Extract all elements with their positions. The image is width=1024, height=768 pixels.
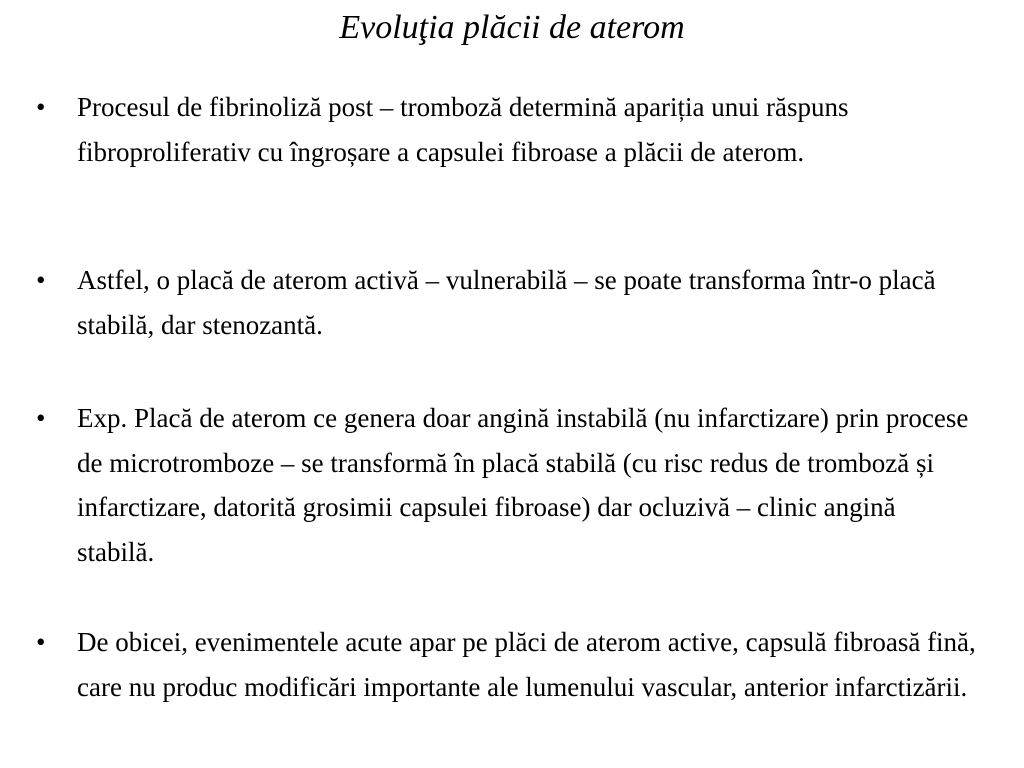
bullet-text: Exp. Placă de aterom ce genera doar angină instabilă (nu infarctizare) prin procese de microtromboze – se transformă în placă stabilă (cu risc redus de tromboză și infarctizare, datorită grosimii capsulei fibroase) dar ocluzivă – clinic angină stabilă. bbox=[77, 403, 969, 567]
bullet-icon: • bbox=[36, 627, 46, 657]
bullet-item-transformation bbox=[36, 258, 976, 347]
bullet-text: Astfel, o placă de aterom activă – vulnerabilă – se poate transforma într-o placă stabilă, dar stenozantă. bbox=[77, 265, 936, 340]
bullet-text: Procesul de fibrinoliză post – tromboză determină apariția unui răspuns fibroproliferativ cu îngroșare a capsulei fibroase a plăcii de aterom. bbox=[77, 92, 849, 167]
bullet-icon: • bbox=[36, 265, 46, 295]
slide-title: Evoluţia plăcii de aterom bbox=[339, 9, 685, 46]
bullet-item-fibrinolysis bbox=[36, 85, 976, 174]
bullet-icon: • bbox=[36, 92, 46, 122]
bullet-text: De obicei, evenimentele acute apar pe plăci de aterom active, capsulă fibroasă fină, care nu produc modificări importante ale lumenului vascular, anterior infarctizării. bbox=[77, 627, 976, 702]
bullet-icon: • bbox=[36, 403, 46, 433]
bullet-item-example bbox=[36, 396, 976, 574]
bullet-item-acute-events bbox=[36, 620, 976, 709]
